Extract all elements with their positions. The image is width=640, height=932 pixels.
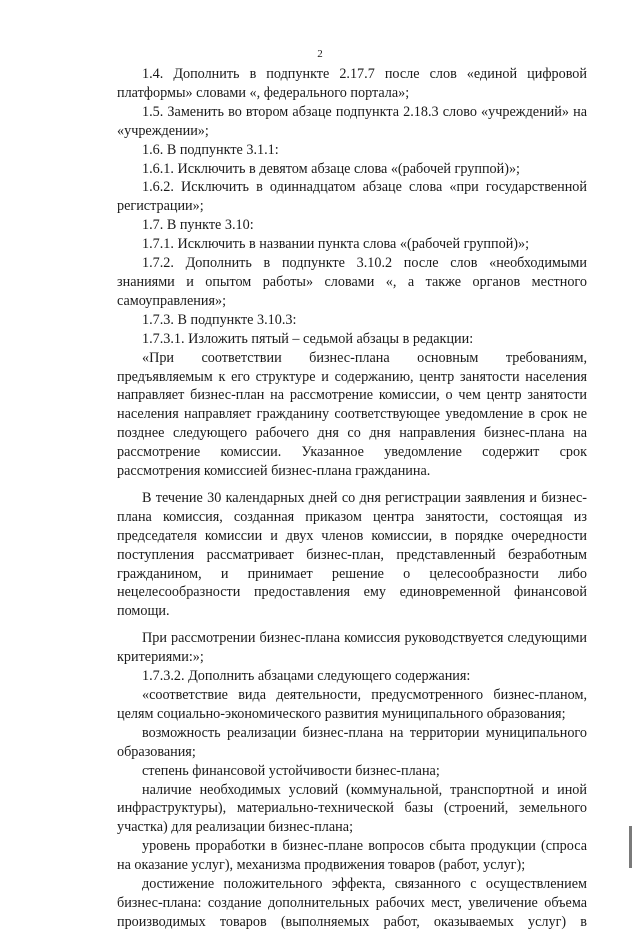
- paragraph: степень финансовой устойчивости бизнес-плана;: [142, 762, 440, 779]
- paragraph: 1.7.3. В подпункте 3.10.3:: [142, 311, 297, 328]
- document-body: [117, 65, 587, 932]
- paragraph: 1.5. Заменить во втором абзаце подпункта 2.18.3 слово «учреждений» на «учреждении»;: [117, 103, 587, 139]
- paragraph: 1.7.2. Дополнить в подпункте 3.10.2 после слов «необходимыми знаниями и опытом работы» словами «, а также органов местного самоуправления»;: [117, 255, 587, 309]
- paragraph: 1.6.2. Исключить в одиннадцатом абзаце слова «при государственной регистрации»;: [117, 179, 587, 215]
- paragraph: 1.7.3.1. Изложить пятый – седьмой абзацы в редакции:: [142, 330, 474, 347]
- paragraph: «соответствие вида деятельности, предусмотренного бизнес-планом, целям социально-экономического развития муниципального образования;: [117, 687, 587, 722]
- paragraph: При рассмотрении бизнес-плана комиссия руководствуется следующими критериями:»;: [117, 630, 587, 666]
- paragraph: 1.4. Дополнить в подпункте 2.17.7 после слов «единой цифровой платформы» словами «, федерального портала»;: [117, 66, 587, 101]
- paragraph: В течение 30 календарных дней со дня регистрации заявления и бизнес-плана комиссия, созданная приказом центра занятости, состоящая из председателя комиссии и двух членов комиссии, в порядке очередности поступления рассматривает бизнес-план, представленный безработным гражданином, и принимает решение о целесообразности либо нецелесообразности предоставления ему единовременной финансовой помощи.: [117, 489, 587, 620]
- paragraph: уровень проработки в бизнес-плане вопросов сбыта продукции (спроса на оказание услуг), механизма продвижения товаров (работ, услуг);: [117, 838, 587, 874]
- paragraph: 1.6.1. Исключить в девятом абзаце слова «(рабочей группой)»;: [142, 160, 521, 177]
- paragraph: 1.7.3.2. Дополнить абзацами следующего содержания:: [142, 668, 471, 685]
- paragraph: достижение положительного эффекта, связанного с осуществлением бизнес-плана: создание дополнительных рабочих мест, увеличение объема производимых товаров (выполняемых работ, оказываемых услуг) в: [117, 876, 587, 930]
- paragraph: возможность реализации бизнес-плана на территории муниципального образования;: [117, 724, 587, 760]
- paragraph: наличие необходимых условий (коммунальной, транспортной и иной инфраструктуры), материально-технической базы (строений, земельного участка) для реализации бизнес-плана;: [117, 781, 587, 836]
- scan-edge-mark: [629, 826, 632, 868]
- page-number: 2: [317, 48, 323, 60]
- paragraph: «При соответствии бизнес-плана основным требованиям, предъявляемым к его структуре и содержанию, центр занятости населения направляет бизнес-план на рассмотрение комиссии, о чем центр занятости населения направляет гражданину соответствующее уведомление в срок не позднее следующего рабочего дня со дня направления бизнес-плана на рассмотрение комиссии. Указанное уведомление содержит срок рассмотрения комиссией бизнес-плана гражданина.: [117, 349, 587, 480]
- paragraph: 1.7. В пункте 3.10:: [142, 217, 254, 234]
- paragraph: 1.6. В подпункте 3.1.1:: [142, 141, 279, 158]
- paragraph: 1.7.1. Исключить в названии пункта слова «(рабочей группой)»;: [142, 236, 530, 253]
